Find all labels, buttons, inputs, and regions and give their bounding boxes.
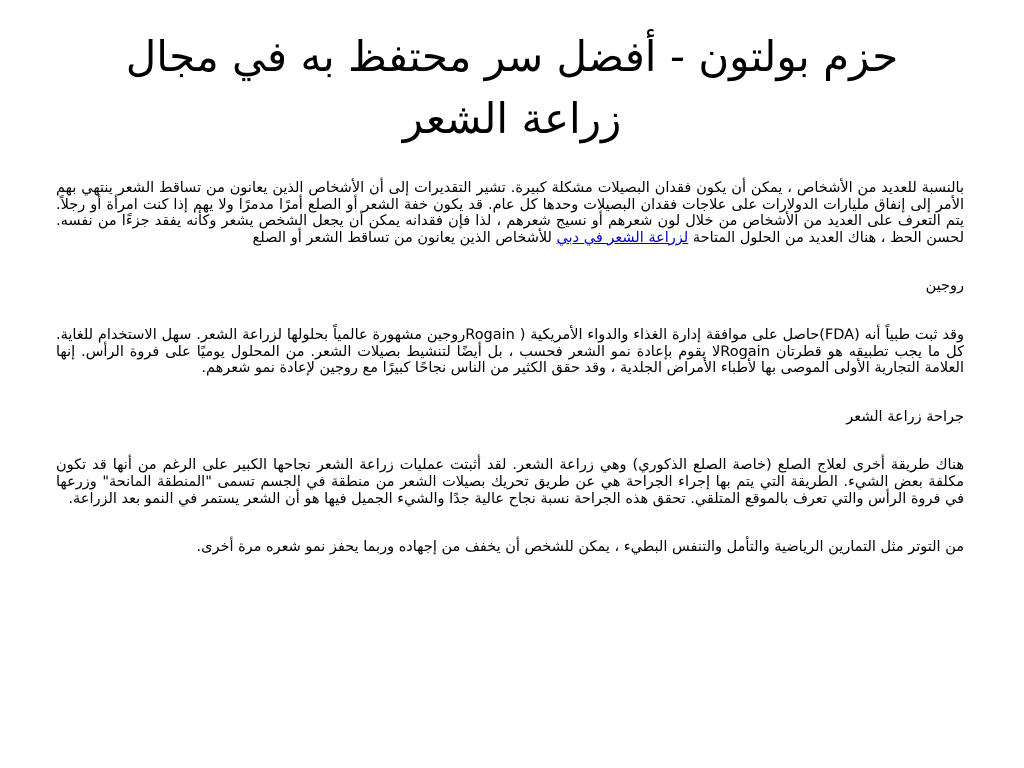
section-heading-rogaine: روجين [925,278,964,295]
rogaine-paragraph: وقد ثبت طبياً أنه (FDA)حاصل على موافقة إدارة الغذاء والدواء الأمريكية ( Rogainروجين مشهورة عالمياً بحلولها لزراعة الشعر. سهل الاستخدام للغاية. كل ما يجب تطبيقه هو قطرتان Rogainلا يقوم بإعادة نمو الشعر فحسب ، بل أيضًا لتنشيط بصيلات الشعر. من المحلول يوميًا على فروة الرأس. إنها العلامة التجارية الأولى الموصى بها لأطباء الأمراض الجلدية ، وقد حقق الكثير من الناس نجاحًا كبيرًا مع روجين لإعادة نمو شعرهم. [56,326,964,377]
slide-body [56,180,964,588]
closing-paragraph: من التوتر مثل التمارين الرياضية والتأمل والتنفس البطيء ، يمكن للشخص أن يخفف من إجهاده وربما يحفز نمو شعره مرة أخرى. [196,539,964,556]
intro-text: بالنسبة للعديد من الأشخاص ، يمكن أن يكون فقدان البصيلات مشكلة كبيرة. تشير التقديرات إلى أن الأشخاص الذين يعانون من تساقط الشعر ينتهي بهم الأمر إلى إنفاق مليارات الدولارات على علاجات فقدان البصيلات وحدها كل عام. قد يكون خفة الشعر أو الصلع أمرًا مدمرًا ولا يهم إذا كنت امرأة أو رجلاً. يتم التعرف على العديد من الأشخاص من خلال لون شعرهم أو نسيج شعرهم ، لذا فإن فقدانه يمكن أن يجعل الشخص يشعر وكأنه يفقد جزءًا من نفسه. لحسن الحظ ، هناك العديد من الحلول المتاحة [56,180,964,246]
intro-paragraph [56,180,964,246]
transplant-paragraph: هناك طريقة أخرى لعلاج الصلع (خاصة الصلع الذكوري) وهي زراعة الشعر. لقد أثبتت عمليات زراعة الشعر نجاحها الكبير على الرغم من أنها قد تكون مكلفة بعض الشيء. الطريقة التي يتم بها إجراء الجراحة هي عن طريق تحريك بصيلات الشعر من منطقة في الجسم تسمى "المنطقة المانحة" وزرعها في فروة الرأس والتي تعرف بالموقع المتلقي. تحقق هذه الجراحة نسبة نجاح عالية جدًا والشيء الجميل فيها هو أن الشعر يستمر في النمو بعد الزراعة. [56,457,964,507]
hair-transplant-dubai-link[interactable]: لزراعة الشعر في دبي [556,229,689,246]
intro-text-end: للأشخاص الذين يعانون من تساقط الشعر أو الصلع [252,229,557,246]
slide-title: حزم بولتون - أفضل سر محتفظ به في مجال زراعة الشعر [125,32,899,143]
section-heading-transplant: جراحة زراعة الشعر [846,408,964,425]
